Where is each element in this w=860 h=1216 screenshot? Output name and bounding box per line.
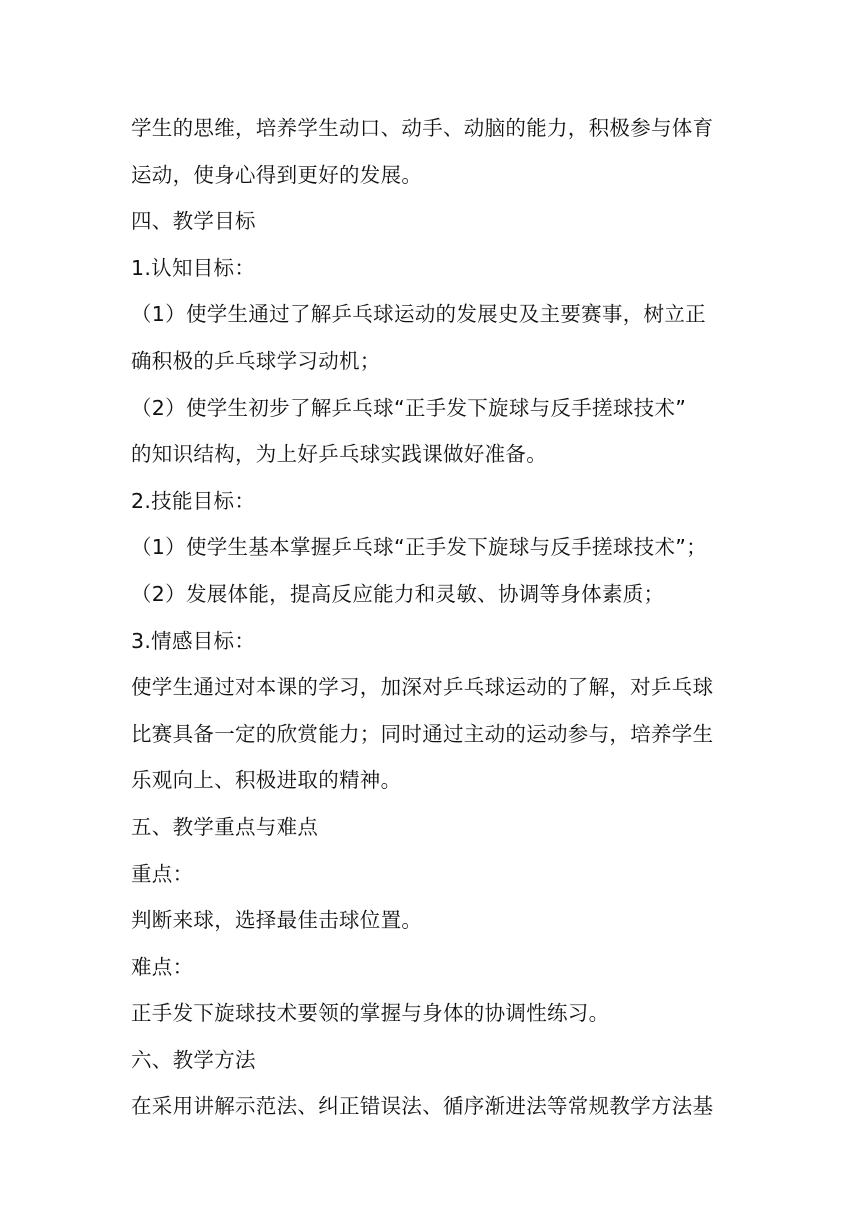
section-heading: 六、教学方法	[131, 1047, 256, 1072]
section-heading: 四、教学目标	[131, 209, 256, 234]
label-line: 重点：	[131, 861, 194, 886]
paragraph-line: 乐观向上、积极进取的精神。	[131, 768, 402, 793]
document-body	[131, 105, 731, 1130]
paragraph-line: 确积极的乒乓球学习动机；	[131, 348, 381, 373]
subsection-heading: 1.认知目标：	[131, 255, 256, 280]
paragraph-line: 比赛具备一定的欣赏能力；同时通过主动的运动参与，培养学生	[131, 721, 714, 746]
paragraph-line: （2）使学生初步了解乒乓球“正手发下旋球与反手搓球技术”	[131, 395, 687, 420]
subsection-heading: 2.技能目标：	[131, 488, 256, 513]
paragraph-line: （2）发展体能，提高反应能力和灵敏、协调等身体素质；	[131, 581, 665, 606]
paragraph-line: （1）使学生通过了解乒乓球运动的发展史及主要赛事，树立正	[131, 302, 706, 327]
paragraph-line: 使学生通过对本课的学习，加深对乒乓球运动的了解，对乒乓球	[131, 675, 714, 700]
paragraph-line: （1）使学生基本掌握乒乓球“正手发下旋球与反手搓球技术”；	[131, 535, 707, 560]
paragraph-line: 在采用讲解示范法、纠正错误法、循序渐进法等常规教学方法基	[131, 1094, 714, 1119]
paragraph-line: 判断来球，选择最佳击球位置。	[131, 908, 423, 933]
paragraph-line: 学生的思维，培养学生动口、动手、动脑的能力，积极参与体育	[131, 116, 714, 140]
paragraph-line: 的知识结构，为上好乒乓球实践课做好准备。	[131, 442, 547, 467]
section-heading: 五、教学重点与难点	[131, 814, 319, 839]
paragraph-line: 运动，使身心得到更好的发展。	[131, 162, 423, 187]
label-line: 难点：	[131, 954, 194, 979]
subsection-heading: 3.情感目标：	[131, 628, 256, 653]
paragraph-line: 正手发下旋球技术要领的掌握与身体的协调性练习。	[131, 1001, 610, 1026]
